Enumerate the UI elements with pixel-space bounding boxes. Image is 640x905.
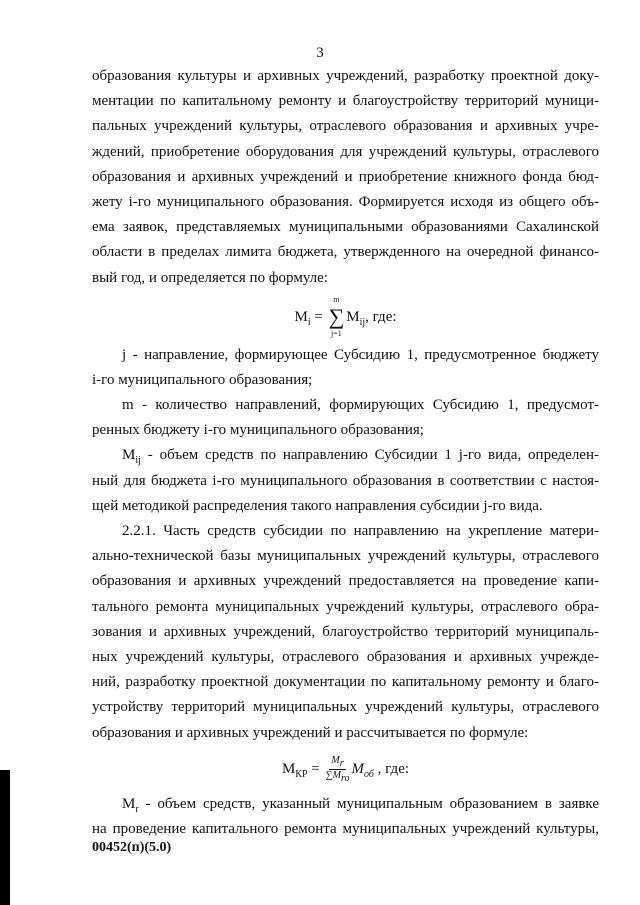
formula-equals: = bbox=[310, 308, 327, 325]
text-line: вый год, и определяется по формуле: bbox=[92, 269, 328, 286]
text-line: на проведение капитального ремонта муниципальных учреждений культуры, bbox=[92, 820, 599, 837]
text-line: зования и архивных учреждений, благоустройство территорий муниципаль- bbox=[92, 623, 599, 640]
text-line: 2.2.1. Часть средств субсидии по направлению на укрепление матери- bbox=[122, 523, 599, 539]
text-line: щей методикой распределения такого направления субсидии j-го вида. bbox=[92, 497, 543, 514]
formula-lhs-sub: КР bbox=[295, 768, 308, 780]
text-line: ально-технической базы муниципальных учреждений культуры, отраслевого bbox=[92, 548, 599, 565]
formula-tail: , где: bbox=[365, 308, 397, 325]
var-symbol: M bbox=[122, 795, 136, 812]
scan-edge-mark bbox=[0, 770, 10, 905]
text-line: ждений, приобретение оборудования для учреждений культуры, отраслевого bbox=[92, 143, 599, 160]
fraction-numerator: $M_r$ bbox=[331, 754, 344, 769]
text-line: жету i-го муниципального образования. Формируется исходя из общего объ- bbox=[92, 193, 599, 210]
sum-lower-limit: j=1 bbox=[331, 329, 342, 339]
text-line: образования и архивных учреждений и рассчитывается по формуле: bbox=[92, 724, 529, 741]
text-line: ренных бюджету i-го муниципального образования; bbox=[92, 422, 424, 439]
fraction-denominator: $\sum M_{ro}$ bbox=[325, 769, 350, 784]
text-line: j - направление, формирующее Субсидию 1, предусмотренное бюджету bbox=[122, 346, 599, 363]
var-subscript: ij bbox=[135, 455, 141, 467]
formula-term-sub: ij bbox=[359, 316, 366, 328]
formula-equals: = bbox=[307, 760, 324, 777]
var-subscript: r bbox=[135, 803, 139, 815]
page-number: 3 bbox=[316, 45, 324, 61]
formula-fraction bbox=[92, 746, 599, 792]
fraction bbox=[326, 755, 350, 784]
text-line: i-го муниципального образования; bbox=[92, 371, 313, 388]
formula-lhs-sub: i bbox=[307, 316, 311, 328]
formula-rhs: M bbox=[351, 760, 364, 777]
var-definition: - объем средств, указанный муниципальным образованием в заявке bbox=[138, 795, 599, 812]
text-line: пальных учреждений культуры, отраслевого образования и архивных учре- bbox=[92, 118, 599, 135]
text-line: устройству территорий муниципальных учреждений культуры, отраслевого bbox=[92, 699, 599, 716]
var-symbol: M bbox=[122, 447, 136, 464]
text-line: ментации по капитальному ремонту и благоустройству территорий муници- bbox=[92, 93, 599, 110]
text-line bbox=[92, 792, 599, 817]
formula-lhs: M bbox=[294, 308, 308, 325]
var-definition: - объем средств по направлению Субсидии 1 j-го вида, определен- bbox=[140, 447, 599, 464]
formula-sum bbox=[92, 291, 599, 343]
text-line: образования культуры и архивных учреждений, разработку проектной доку- bbox=[92, 68, 599, 84]
formula-term: M bbox=[346, 308, 360, 325]
formula-rhs-sub: об bbox=[364, 768, 374, 780]
text-line: ний, разработку проектной документации по капитальному ремонту и благо- bbox=[92, 674, 599, 691]
summation-sign: ∑ m j=1 bbox=[328, 295, 345, 339]
sum-upper-limit: m bbox=[333, 295, 340, 305]
text-line: m - количество направлений, формирующих Субсидию 1, предусмот- bbox=[122, 397, 599, 414]
text-line: образования и архивных учреждений предоставляется на проведение капи- bbox=[92, 573, 599, 590]
text-line bbox=[92, 443, 599, 468]
text-line: образования и архивных учреждений и приобретение книжного фонда бюд- bbox=[92, 168, 599, 185]
text-line: ных учреждений культуры, отраслевого образования и архивных учрежде- bbox=[92, 648, 599, 665]
formula-lhs: M bbox=[281, 760, 296, 777]
text-line: тального ремонта муниципальных учреждений культуры, отраслевого обра- bbox=[92, 598, 599, 615]
text-line: ный для бюджета i-го муниципального образования в соответствии с настоя- bbox=[92, 472, 599, 489]
document-body bbox=[92, 64, 599, 842]
text-line: области в пределах лимита бюджета, утвержденного на очередной финансо- bbox=[92, 244, 599, 261]
text-line: ема заявок, представляемых муниципальными образованиями Сахалинской bbox=[92, 219, 599, 236]
document-code: 00452(п)(5.0) bbox=[92, 840, 172, 855]
formula-tail: , где: bbox=[373, 760, 410, 777]
